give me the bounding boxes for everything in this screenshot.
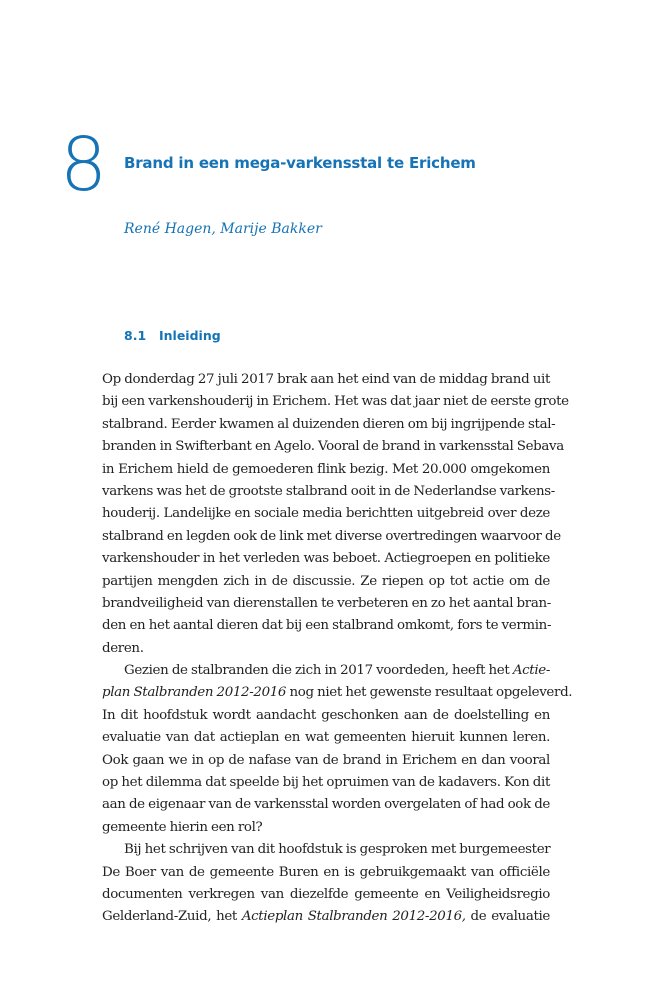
- chapter-title: Brand in een mega-varkensstal te Erichem: [124, 154, 476, 172]
- text-line: brandveiligheid van dierenstallen te verbeteren en zo het aantal bran-: [102, 595, 551, 611]
- text-line: stalbrand en legden ook de link met diverse overtredingen waarvoor de: [102, 528, 561, 544]
- text-line: varkens was het de grootste stalbrand ooit in de Nederlandse varkens-: [102, 483, 555, 499]
- chapter-authors: René Hagen, Marije Bakker: [124, 221, 322, 237]
- chapter-number: 8: [60, 122, 108, 208]
- text-line: Ook gaan we in op de nafase van de brand in Erichem en dan vooral: [102, 752, 550, 768]
- text-line: plan Stalbranden 2012-2016 nog niet het gewenste resultaat opgeleverd.: [102, 685, 573, 701]
- text-line: den en het aantal dieren dat bij een stalbrand omkomt, fors te vermin-: [102, 618, 552, 634]
- section-heading: [124, 328, 221, 343]
- text-line: varkenshouder in het verleden was beboet. Actiegroepen en politieke: [102, 551, 550, 567]
- text-line: gemeente hierin een rol?: [102, 819, 263, 835]
- text-line: partijen mengden zich in de discussie. Ze riepen op tot actie om de: [102, 573, 550, 589]
- text-line: stalbrand. Eerder kwamen al duizenden dieren om bij ingrijpende stal-: [102, 416, 556, 432]
- text-line: branden in Swifterbant en Agelo. Vooral de brand in varkensstal Sebava: [102, 439, 564, 455]
- text-line: aan de eigenaar van de varkensstal worden overgelaten of had ook de: [102, 797, 550, 813]
- text-line: deren.: [102, 640, 144, 656]
- text-line: Op donderdag 27 juli 2017 brak aan het eind van de middag brand uit: [102, 372, 550, 387]
- section-number: 8.1: [124, 328, 147, 343]
- text-line: Bij het schrijven van dit hoofdstuk is gesproken met burgemeester: [124, 842, 551, 858]
- body-text: [102, 369, 573, 929]
- text-line: Gelderland-Zuid, het Actieplan Stalbranden 2012-2016, de evaluatie: [102, 909, 550, 925]
- text-line: Gezien de stalbranden die zich in 2017 voordeden, heeft het Actie-: [124, 663, 550, 679]
- text-line: houderij. Landelijke en sociale media berichtten uitgebreid over deze: [102, 506, 550, 522]
- text-line: in Erichem hield de gemoederen flink bezig. Met 20.000 omgekomen: [102, 461, 550, 477]
- text-line: De Boer van de gemeente Buren en is gebruikgemaakt van officiële: [102, 864, 550, 880]
- text-line: op het dilemma dat speelde bij het opruimen van de kadavers. Kon dit: [102, 775, 550, 791]
- text-line: In dit hoofdstuk wordt aandacht geschonken aan de doelstelling en: [102, 707, 550, 723]
- section-title: Inleiding: [159, 328, 221, 343]
- text-line: documenten verkregen van diezelfde gemeente en Veiligheidsregio: [102, 886, 550, 902]
- text-line: bij een varkenshouderij in Erichem. Het was dat jaar niet de eerste grote: [102, 394, 569, 410]
- text-line: evaluatie van dat actieplan en wat gemeenten hieruit kunnen leren.: [102, 730, 550, 746]
